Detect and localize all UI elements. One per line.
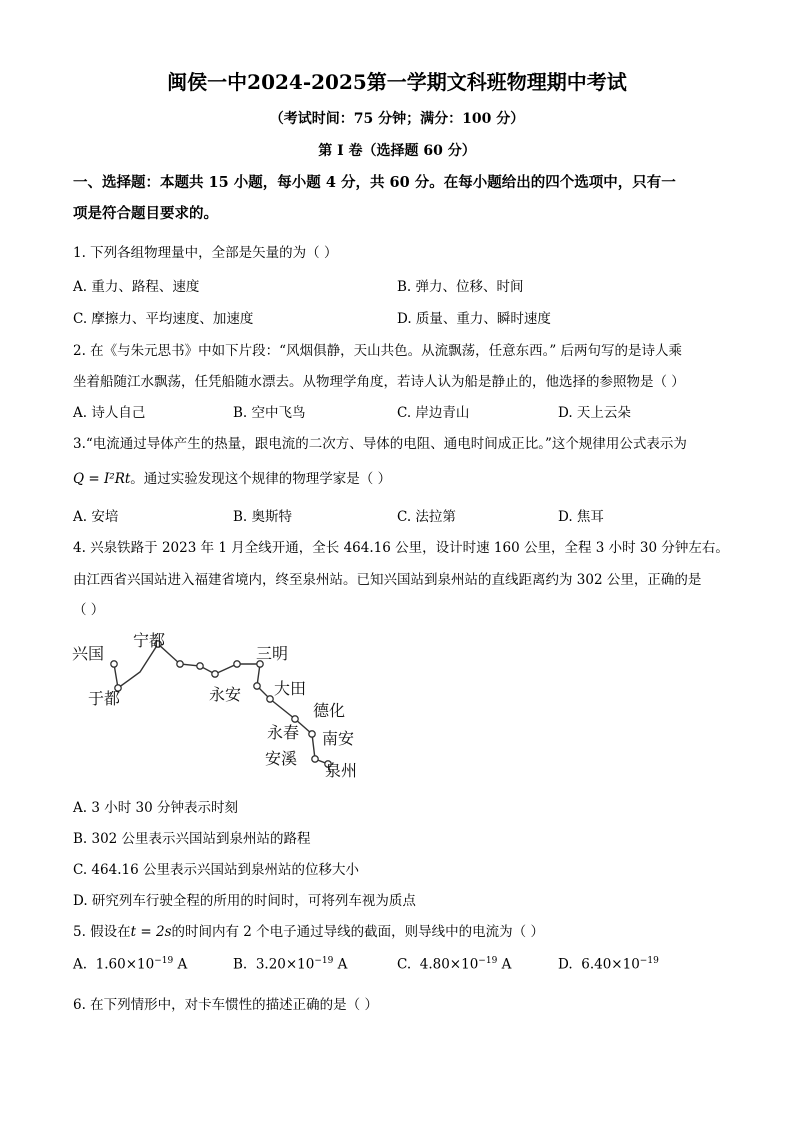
- q6-stem: 6. 在下列情形中，对卡车惯性的描述正确的是（ ）: [73, 997, 378, 1013]
- q3-option-a: A. 安培: [73, 509, 119, 525]
- q5-option-c-label: C.: [397, 956, 412, 973]
- q2-option-d: D. 天上云朵: [558, 405, 631, 421]
- section-instructions-line2: 项是符合题目要求的。: [73, 205, 218, 222]
- q3-line1: 3.“电流通过导体产生的热量，跟电流的二次方、导体的电阻、通电时间成正比。”这个规律用公式表示为: [73, 436, 687, 452]
- q2-option-b: B. 空中飞鸟: [233, 405, 306, 421]
- station-anxi-dot: [312, 756, 318, 762]
- q3-option-d: D. 焦耳: [558, 509, 604, 525]
- station-dot: [197, 663, 203, 669]
- q4-option-b: B. 302 公里表示兴国站到泉州站的路程: [73, 831, 311, 847]
- q5-option-b-exponent: −19: [314, 956, 334, 966]
- q2-line2: 坐着船随江水飘荡，任凭船随水漂去。从物理学角度，若诗人认为船是静止的，他选择的参照物是（ ）: [73, 374, 685, 390]
- q3-formula: Q = I²Rt: [73, 471, 131, 487]
- q4-option-c: C. 464.16 公里表示兴国站到泉州站的位移大小: [73, 862, 359, 878]
- q5-option-b-value: 3.20×10: [255, 956, 315, 973]
- q4-line1: 4. 兴泉铁路于 2023 年 1 月全线开通，全长 464.16 公里，设计时速 160 公里，全程 3 小时 30 分钟左右。: [73, 540, 729, 556]
- station-dot: [177, 661, 183, 667]
- q5-option-b-label: B.: [233, 956, 248, 973]
- q5-option-a-unit: A: [177, 956, 188, 973]
- q4-option-d: D. 研究列车行驶全程的所用的时间时，可将列车视为质点: [73, 893, 416, 909]
- q3-line2: [73, 467, 391, 487]
- section-instructions-line1: 一、选择题：本题共 15 小题，每小题 4 分，共 60 分。在每小题给出的四个选项中，只有一: [73, 174, 676, 191]
- q5-option-c-unit: A: [501, 956, 512, 973]
- q5-option-c-exponent: −19: [478, 956, 498, 966]
- railway-route-line: [114, 644, 330, 772]
- map-label-quanzhou: 泉州: [325, 761, 358, 780]
- q5-option-a-label: A.: [73, 956, 88, 973]
- station-yongan-dot: [212, 671, 218, 677]
- station-dehua-dot: [292, 716, 298, 722]
- map-label-xingguo: 兴国: [72, 644, 105, 663]
- q5-option-d-exponent: −19: [639, 956, 659, 966]
- q1-stem: 1. 下列各组物理量中，全部是矢量的为（ ）: [73, 245, 338, 261]
- q1-option-a: A. 重力、路程、速度: [73, 279, 200, 295]
- q5-option-c: [397, 956, 511, 973]
- q3-option-c: C. 法拉第: [397, 509, 456, 525]
- map-label-yudu: 于都: [88, 689, 121, 708]
- railway-route-map: [60, 624, 380, 784]
- map-label-nanan: 南安: [322, 729, 355, 748]
- station-dot: [254, 683, 260, 689]
- q5-stem-suffix: 的时间内有 2 个电子通过导线的截面，则导线中的电流为（ ）: [171, 924, 544, 940]
- q2-line1: 2. 在《与朱元思书》中如下片段：“风烟俱静，天山共色。从流飘荡，任意东西。” 后两句写的是诗人乘: [73, 343, 683, 359]
- q1-option-d: D. 质量、重力、瞬时速度: [397, 311, 551, 327]
- station-datian-dot: [267, 696, 273, 702]
- q5-option-a-exponent: −19: [154, 956, 174, 966]
- map-label-anxi: 安溪: [265, 749, 298, 768]
- q5-stem: [73, 920, 544, 940]
- map-label-sanming: 三明: [256, 644, 289, 663]
- q5-option-d: [558, 956, 659, 973]
- map-label-ningdu: 宁都: [133, 631, 166, 650]
- q4-line2: 由江西省兴国站进入福建省境内，终至泉州站。已知兴国站到泉州站的直线距离约为 302 公里，正确的是: [73, 572, 702, 588]
- q3-option-b: B. 奥斯特: [233, 509, 293, 525]
- q4-line3: （ ）: [73, 602, 105, 618]
- q5-stem-prefix: 5. 假设在: [73, 924, 131, 940]
- q5-option-d-value: 6.40×10: [581, 956, 640, 973]
- q5-option-a-value: 1.60×10: [95, 956, 155, 973]
- q3-line2-rest: 。通过实验发现这个规律的物理学家是（ ）: [130, 471, 392, 487]
- q5-option-b-unit: A: [337, 956, 348, 973]
- q4-option-a: A. 3 小时 30 分钟表示时刻: [73, 800, 238, 816]
- exam-subtitle: （考试时间：75 分钟；满分：100 分）: [269, 111, 525, 127]
- q1-option-c: C. 摩擦力、平均速度、加速度: [73, 311, 254, 327]
- station-xingguo-dot: [111, 661, 117, 667]
- q5-option-b: [233, 956, 347, 973]
- map-label-yongchun: 永春: [267, 723, 300, 742]
- q5-option-a: [73, 956, 187, 973]
- q5-time-variable: t = 2s: [130, 924, 172, 940]
- q2-option-a: A. 诗人自己: [73, 405, 146, 421]
- q5-option-d-label: D.: [558, 956, 573, 973]
- part-heading: 第 I 卷（选择题 60 分）: [318, 143, 476, 159]
- station-dot: [234, 661, 240, 667]
- map-label-datian: 大田: [274, 679, 307, 698]
- map-label-yongan: 永安: [209, 685, 242, 704]
- q1-option-b: B. 弹力、位移、时间: [397, 279, 524, 295]
- map-label-dehua: 德化: [313, 701, 346, 720]
- station-yongchun-dot: [309, 731, 315, 737]
- q2-option-c: C. 岸边青山: [397, 405, 470, 421]
- exam-title: 闽侯一中2024-2025第一学期文科班物理期中考试: [167, 70, 627, 94]
- q5-option-c-value: 4.80×10: [419, 956, 479, 973]
